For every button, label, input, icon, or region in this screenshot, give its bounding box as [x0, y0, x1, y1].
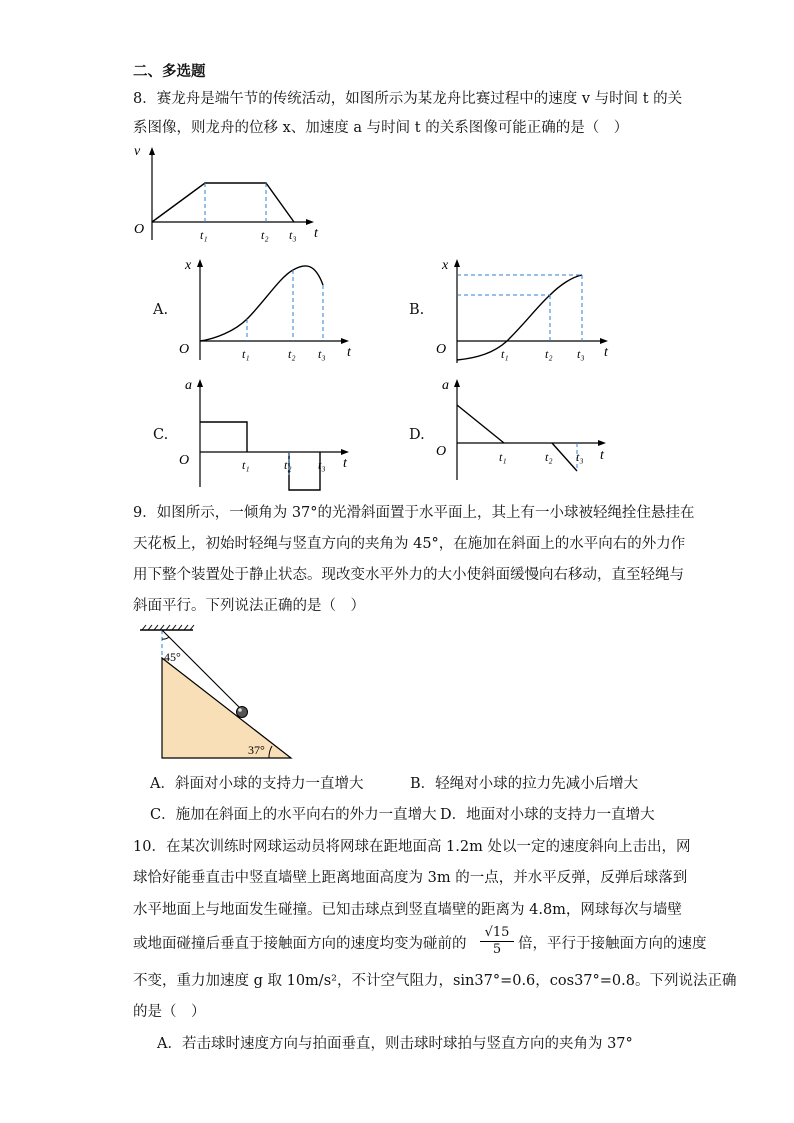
q8-a-x-label: t — [347, 345, 351, 360]
ball — [237, 707, 248, 718]
q8-main-tick-t3: t₃ — [289, 228, 297, 242]
q8-d-origin: O — [436, 444, 447, 459]
q8-option-d-graph — [432, 375, 622, 485]
q8-c-tick-t1: t₁ — [242, 458, 250, 472]
q8-main-origin: O — [134, 222, 145, 237]
q8-d-tick-t2: t₂ — [545, 450, 553, 464]
q8-a-tick-t2: t₂ — [288, 347, 296, 361]
q8-option-d-label: D. — [409, 427, 425, 443]
q8-c-x-label: t — [343, 456, 347, 471]
q9-incline-figure — [138, 625, 308, 765]
q10-stem-line-2: 球恰好能垂直击中竖直墙壁上距离地面高度为 3m 的一点，并水平反弹，反弹后球落到 — [133, 870, 688, 886]
q8-c-origin: O — [179, 453, 190, 468]
q8-c-y-label: a — [185, 378, 192, 393]
q8-stem-line-2: 系图像，则龙舟的位移 x、加速度 a 与时间 t 的关系图像可能正确的是（ ） — [133, 120, 629, 136]
q10-fraction-numerator: √15 — [480, 925, 514, 942]
incline-wedge — [162, 658, 291, 758]
q10-fraction — [480, 925, 514, 957]
q8-main-x-label: t — [314, 226, 318, 241]
q9-option-b[interactable]: B．轻绳对小球的拉力先减小后增大 — [410, 776, 639, 792]
section-title: 二、多选题 — [133, 63, 206, 80]
q10-stem-line-4-pre: 或地面碰撞后垂直于接触面方向的速度均变为碰前的 — [133, 936, 467, 952]
q8-b-tick-t2: t₂ — [545, 347, 553, 361]
q8-main-tick-t1: t₁ — [200, 228, 208, 242]
q9-stem-line-1: 9．如图所示，一倾角为 37°的光滑斜面置于水平面上，其上有一小球被轻绳拴住悬挂在 — [133, 505, 695, 521]
q10-stem-line-4-post: 倍，平行于接触面方向的速度 — [518, 936, 707, 952]
q9-option-a[interactable]: A．斜面对小球的支持力一直增大 — [150, 776, 364, 792]
q9-stem-line-3: 用下整个装置处于静止状态。现改变水平外力的大小使斜面缓慢向右移动，直至轻绳与 — [133, 567, 684, 583]
q8-a-y-label: x — [185, 258, 192, 273]
q10-stem-line-6: 的是（ ） — [133, 1004, 206, 1020]
q9-option-d[interactable]: D．地面对小球的支持力一直增大 — [440, 807, 655, 823]
q8-c-tick-t3: t₃ — [318, 458, 326, 472]
q8-option-b-label: B. — [409, 302, 425, 318]
q8-option-c-graph — [175, 375, 365, 495]
q8-option-b-graph — [432, 255, 622, 370]
q10-stem-line-5: 不变，重力加速度 g 取 10m/s²，不计空气阻力，sin37°=0.6，cos37°=0.8。下列说法正确 — [133, 973, 737, 989]
q9-stem-line-2: 天花板上，初始时轻绳与竖直方向的夹角为 45°，在施加在斜面上的水平向右的外力作 — [133, 536, 686, 552]
q8-option-a-label: A. — [153, 302, 169, 318]
q8-c-tick-t2: t₂ — [284, 458, 292, 472]
q9-option-c[interactable]: C．施加在斜面上的水平向右的外力一直增大 — [150, 807, 437, 823]
q10-option-a[interactable]: A．若击球时速度方向与拍面垂直，则击球时球拍与竖直方向的夹角为 37° — [157, 1036, 633, 1052]
q8-d-tick-t3: t₃ — [576, 450, 584, 464]
q8-main-tick-t2: t₂ — [261, 228, 269, 242]
q8-stem-line-1: 8．赛龙舟是端午节的传统活动，如图所示为某龙舟比赛过程中的速度 v 与时间 t 的关 — [133, 91, 683, 107]
angle-45-label: 45° — [164, 650, 181, 664]
q8-b-origin: O — [436, 342, 447, 357]
q8-a-origin: O — [179, 342, 190, 357]
q8-b-x-label: t — [604, 345, 608, 360]
q8-option-a-graph — [175, 255, 365, 365]
q8-d-x-label: t — [600, 448, 604, 463]
q8-d-tick-t1: t₁ — [499, 450, 507, 464]
q8-a-tick-t1: t₁ — [242, 347, 250, 361]
q8-vt-graph — [130, 145, 330, 245]
q8-a-tick-t3: t₃ — [318, 347, 326, 361]
q10-stem-line-1: 10．在某次训练时网球运动员将网球在距地面高 1.2m 处以一定的速度斜向上击出，网 — [133, 839, 691, 855]
q8-option-c-label: C. — [153, 427, 169, 443]
q8-d-y-label: a — [442, 378, 449, 393]
q10-fraction-denominator: 5 — [492, 942, 502, 957]
q10-stem-line-3: 水平地面上与地面发生碰撞。已知击球点到竖直墙壁的距离为 4.8m，网球每次与墙壁 — [133, 902, 682, 918]
q8-main-y-label: v — [134, 144, 141, 159]
q8-b-tick-t1: t₁ — [501, 347, 509, 361]
q8-b-tick-t3: t₃ — [577, 347, 585, 361]
angle-37-label: 37° — [248, 743, 265, 757]
q9-stem-line-4: 斜面平行。下列说法正确的是（ ） — [133, 598, 365, 614]
q8-b-y-label: x — [442, 258, 449, 273]
